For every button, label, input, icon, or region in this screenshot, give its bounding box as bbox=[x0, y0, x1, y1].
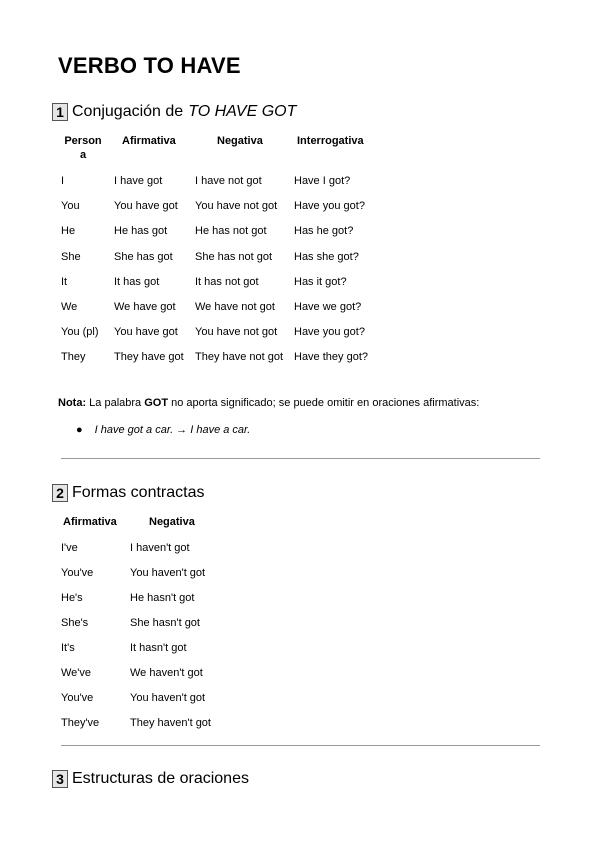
section-title: Conjugación de bbox=[72, 103, 184, 120]
note-example: I have got a car. → I have a car. bbox=[94, 424, 251, 436]
table-header-persona: Person a bbox=[64, 135, 102, 161]
section-divider bbox=[61, 458, 540, 459]
note-paragraph bbox=[58, 397, 479, 409]
table-cell-afirmativa: They have got bbox=[114, 351, 184, 363]
table-cell-negativa: It has not got bbox=[195, 276, 259, 288]
table-cell-afirmativa: You have got bbox=[114, 200, 178, 212]
table-cell-persona: She bbox=[61, 251, 81, 263]
table-cell-interrogativa: Has she got? bbox=[294, 251, 359, 263]
table-cell-afirmativa: We have got bbox=[114, 301, 176, 313]
table-cell-negativa: She hasn't got bbox=[130, 617, 200, 629]
table-cell-negativa: I haven't got bbox=[130, 542, 190, 554]
bullet-icon: ● bbox=[76, 424, 83, 436]
table-header-afirmativa: Afirmativa bbox=[122, 135, 176, 147]
table-cell-negativa: You haven't got bbox=[130, 692, 206, 704]
note-keyword: GOT bbox=[144, 397, 169, 409]
section-number-badge: 2 bbox=[52, 484, 68, 502]
table-cell-negativa: I have not got bbox=[195, 175, 262, 187]
table-cell-negativa: You haven't got bbox=[130, 567, 206, 579]
table-cell-afirmativa: They've bbox=[61, 717, 100, 729]
table-cell-afirmativa: You've bbox=[61, 692, 94, 704]
table-cell-persona: They bbox=[61, 351, 86, 363]
section-title: Formas contractas bbox=[72, 484, 205, 501]
table-cell-afirmativa: I've bbox=[61, 542, 78, 554]
table-cell-persona: It bbox=[61, 276, 68, 288]
table-cell-persona: I bbox=[61, 175, 65, 187]
table-cell-afirmativa: I have got bbox=[114, 175, 163, 187]
table-cell-negativa: They haven't got bbox=[130, 717, 211, 729]
table-cell-negativa: He hasn't got bbox=[130, 592, 195, 604]
table-header-interrogativa: Interrogativa bbox=[297, 135, 364, 147]
table-cell-afirmativa: He has got bbox=[114, 225, 168, 237]
table-cell-afirmativa: She has got bbox=[114, 251, 173, 263]
note-example-item bbox=[76, 424, 250, 436]
note-text-after: no aporta significado; se puede omitir en oraciones afirmativas: bbox=[171, 397, 480, 409]
table-cell-persona: We bbox=[61, 301, 78, 313]
table-cell-negativa: They have not got bbox=[195, 351, 284, 363]
page-title: VERBO TO HAVE bbox=[58, 53, 241, 78]
table-cell-interrogativa: Has it got? bbox=[294, 276, 347, 288]
section-heading-3 bbox=[52, 770, 249, 788]
table-cell-afirmativa: She's bbox=[61, 617, 89, 629]
section-heading-1 bbox=[52, 103, 296, 121]
table-cell-afirmativa: It's bbox=[61, 642, 75, 654]
table-cell-negativa: She has not got bbox=[195, 251, 273, 263]
section-number-badge: 1 bbox=[52, 103, 68, 121]
section-number-badge: 3 bbox=[52, 770, 68, 788]
table-cell-interrogativa: Have they got? bbox=[294, 351, 368, 363]
table-cell-interrogativa: Have you got? bbox=[294, 326, 365, 338]
table-header-afirmativa: Afirmativa bbox=[63, 516, 117, 528]
table-cell-negativa: You have not got bbox=[195, 326, 278, 338]
table-header-negativa: Negativa bbox=[149, 516, 195, 528]
table-cell-interrogativa: Have we got? bbox=[294, 301, 362, 313]
note-label: Nota: bbox=[58, 397, 87, 409]
table-cell-afirmativa: He's bbox=[61, 592, 83, 604]
section-heading-2 bbox=[52, 484, 204, 502]
section-title: Estructuras de oraciones bbox=[72, 770, 249, 787]
table-cell-negativa: We have not got bbox=[195, 301, 275, 313]
section-divider bbox=[61, 745, 540, 746]
section-title-highlight: TO HAVE GOT bbox=[188, 103, 297, 120]
table-cell-negativa: He has not got bbox=[195, 225, 267, 237]
table-cell-afirmativa: It has got bbox=[114, 276, 160, 288]
note-text-before: La palabra bbox=[89, 397, 142, 409]
table-cell-afirmativa: We've bbox=[61, 667, 92, 679]
table-cell-afirmativa: You have got bbox=[114, 326, 178, 338]
table-cell-persona: You (pl) bbox=[61, 326, 99, 338]
table-header-negativa: Negativa bbox=[217, 135, 263, 147]
table-cell-negativa: We haven't got bbox=[130, 667, 203, 679]
table-cell-interrogativa: Have you got? bbox=[294, 200, 365, 212]
table-cell-persona: You bbox=[61, 200, 80, 212]
table-cell-persona: He bbox=[61, 225, 76, 237]
table-cell-afirmativa: You've bbox=[61, 567, 94, 579]
table-cell-negativa: It hasn't got bbox=[130, 642, 187, 654]
table-cell-interrogativa: Have I got? bbox=[294, 175, 351, 187]
table-cell-negativa: You have not got bbox=[195, 200, 278, 212]
table-cell-interrogativa: Has he got? bbox=[294, 225, 354, 237]
